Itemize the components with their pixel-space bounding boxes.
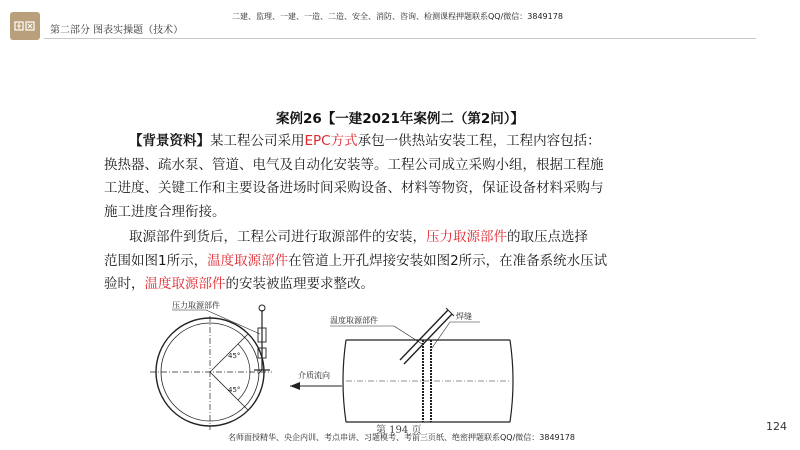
highlight-epc: EPC方式	[304, 133, 358, 149]
pipe-right-end	[510, 340, 513, 422]
flow-arrow-head-icon	[290, 382, 300, 390]
case-title: 案例26【一建2021年案例二（第2问）】	[275, 111, 524, 127]
paragraph-line	[104, 226, 664, 250]
page-number: 124	[766, 420, 787, 433]
label-pressure-part: 压力取源部件	[172, 301, 220, 310]
header-notice: 二建、监理、一建、一造、二造、安全、消防、咨询、检测课程押题联系QQ/微信：3849178	[232, 12, 563, 21]
temp-tap-diagram	[330, 308, 513, 422]
background-paragraph	[104, 130, 664, 224]
brand-logo	[10, 12, 40, 40]
label-temp-part: 温度取源部件	[330, 316, 378, 325]
paragraph-line: 施工进度合理衔接。	[104, 203, 226, 220]
text-run: 范围如图1所示，	[104, 252, 208, 269]
flow-arrow	[290, 382, 342, 390]
text-run: 承包一供热站安装工程，工程内容包括：	[357, 133, 601, 149]
background-label: 【背景资料】	[129, 133, 210, 149]
text-run: 验时，	[104, 276, 145, 292]
text-run: 的安装被监理要求整改。	[225, 276, 374, 292]
text-run: 取源部件到货后，工程公司进行取源部件的安装，	[129, 229, 426, 245]
paragraph-line	[104, 273, 664, 297]
paragraph-line: 换热器、疏水泵、管道、电气及自动化安装等。工程公司成立采购小组，根据工程施	[104, 156, 604, 173]
pipe-left-end	[343, 340, 346, 422]
angle-label-upper: 45°	[228, 352, 241, 360]
leader-pressure	[206, 310, 260, 334]
figure-drawing	[150, 300, 670, 438]
paragraph-line: 工进度、关键工作和主要设备进场时间采购设备、材料等物资，保证设备材料采购与	[104, 180, 604, 196]
paragraph-line	[104, 130, 664, 154]
inner-page-number: 第 194 页	[376, 425, 422, 436]
angle-label-lower: 45°	[228, 386, 241, 394]
highlight-pressure-part: 压力取源部件	[426, 229, 507, 245]
text-run: 的取压点选择	[507, 229, 588, 245]
highlight-temp-part: 温度取源部件	[207, 252, 289, 269]
label-weld: 焊缝	[456, 312, 472, 321]
highlight-temp-part-2: 温度取源部件	[144, 276, 226, 292]
paragraph-line	[104, 250, 664, 274]
section-label: 第二部分 图表实操题（技术）	[50, 25, 184, 36]
installation-figure	[150, 300, 670, 438]
logo-mark-icon	[14, 20, 36, 32]
pressure-tap-diagram	[150, 305, 272, 430]
installation-paragraph	[104, 226, 664, 297]
text-run: 在管道上开孔焊接安装如图2所示，在准备系统水压试	[288, 252, 608, 269]
header-divider	[44, 38, 756, 39]
leader-temp	[394, 326, 422, 344]
thermowell-cap	[446, 308, 454, 316]
thermowell-body-2	[404, 314, 452, 364]
footer-notice: 名师面授精华、央企内训、考点串讲、习题模考、考前三页纸、绝密押题联系QQ/微信：3849178	[228, 433, 575, 442]
text-run: 某工程公司采用	[210, 133, 305, 149]
label-flow-direction: 介质流向	[298, 371, 330, 380]
